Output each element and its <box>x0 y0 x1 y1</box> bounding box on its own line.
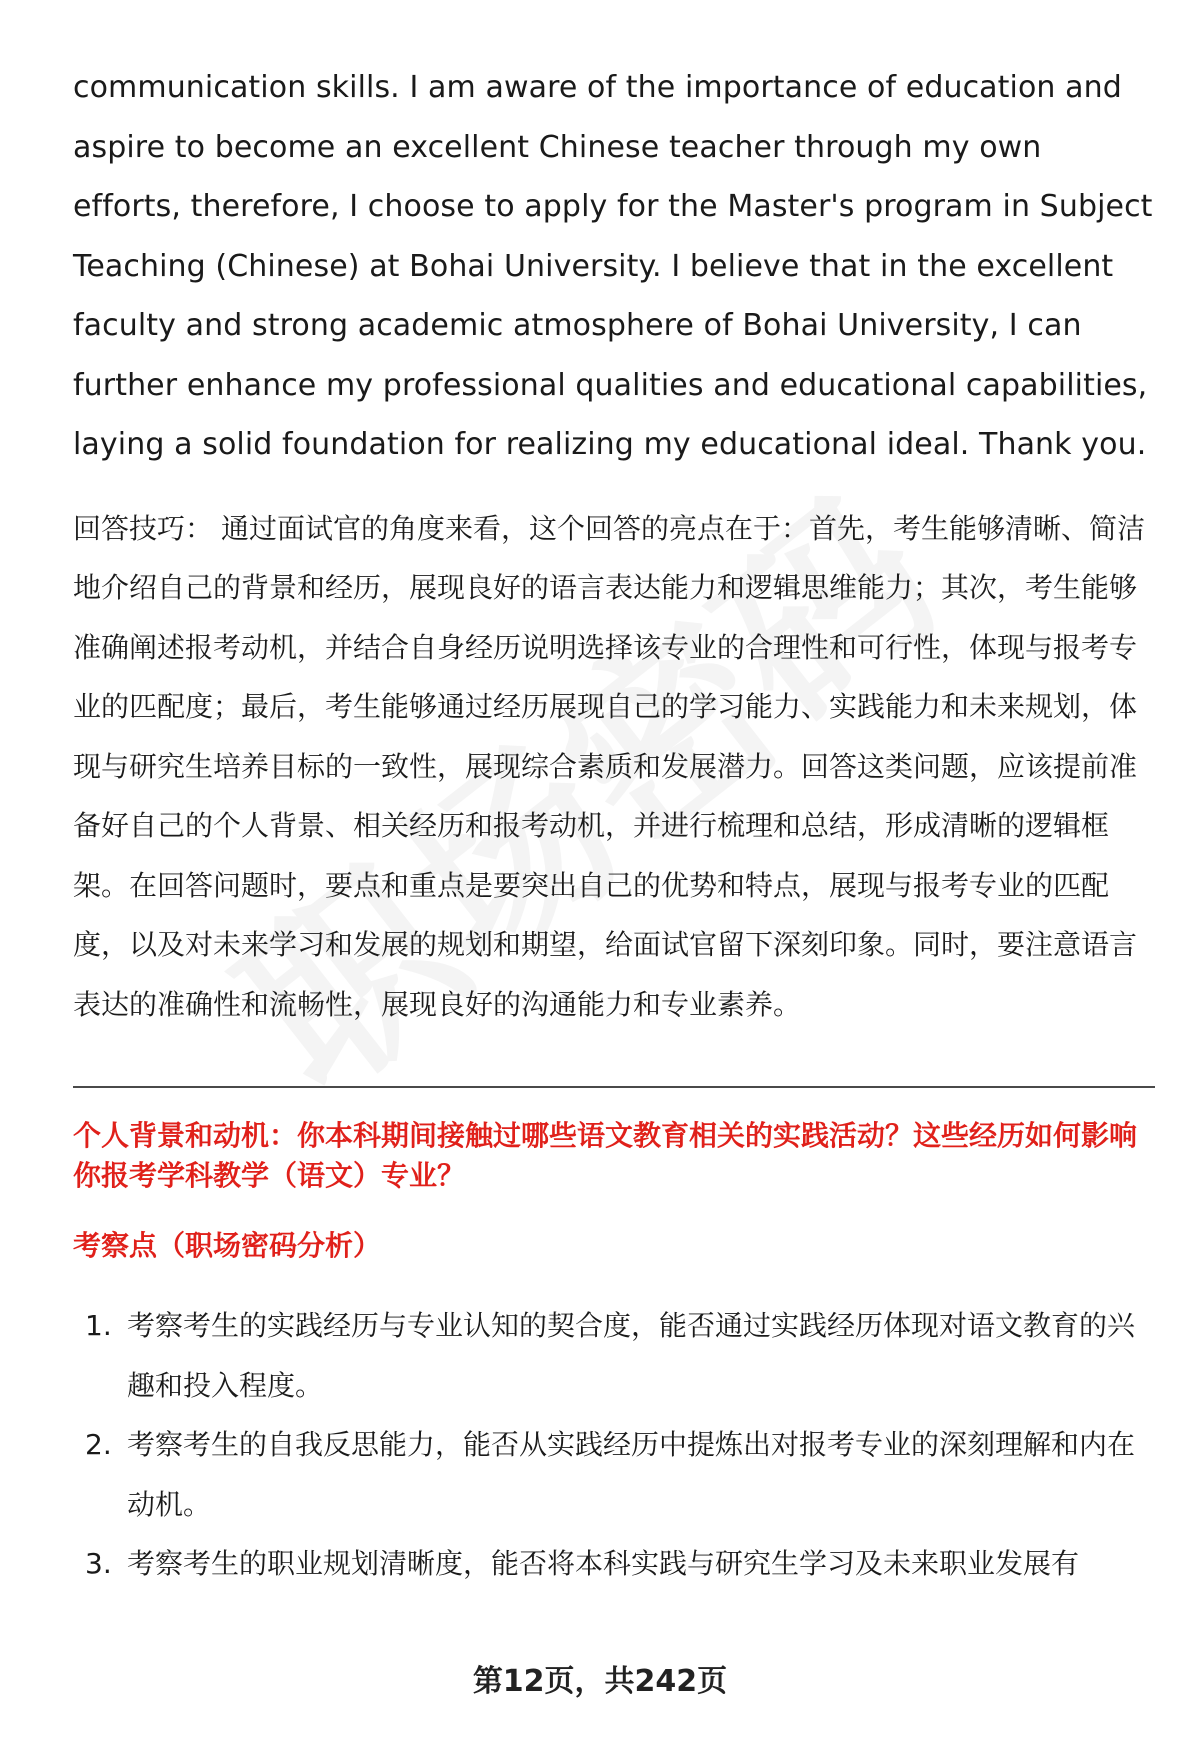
page-content <box>73 58 1155 1594</box>
list-item-text: 考察考生的职业规划清晰度，能否将本科实践与研究生学习及未来职业发展有 <box>127 1547 1080 1580</box>
list-item <box>73 1415 1155 1534</box>
list-item-number: 2. <box>85 1428 112 1461</box>
list-item-text: 考察考生的实践经历与专业认知的契合度，能否通过实践经历体现对语文教育的兴趣和投入程度。 <box>127 1309 1136 1402</box>
answer-tips-paragraph <box>73 499 1155 1035</box>
answer-tips-text: 通过面试官的角度来看，这个回答的亮点在于：首先，考生能够清晰、简洁地介绍自己的背景和经历，展现良好的语言表达能力和逻辑思维能力；其次，考生能够准确阐述报考动机，并结合自身经历说明选择该专业的合理性和可行性，体现与报考专业的匹配度；最后，考生能够通过经历展现自己的学习能力、实践能力和未来规划，体现与研究生培养目标的一致性，展现综合素质和发展潜力。回答这类问题，应该提前准备好自己的个人背景、相关经历和报考动机，并进行梳理和总结，形成清晰的逻辑框架。在回答问题时，要点和重点是要突出自己的优势和特点，展现与报考专业的匹配度，以及对未来学习和发展的规划和期望，给面试官留下深刻印象。同时，要注意语言表达的准确性和流畅性，展现良好的沟通能力和专业素养。 <box>73 511 1146 1021</box>
list-item-text: 考察考生的自我反思能力，能否从实践经历中提炼出对报考专业的深刻理解和内在动机。 <box>127 1428 1136 1521</box>
list-item-number: 3. <box>85 1547 112 1580</box>
list-item <box>73 1296 1155 1415</box>
section-divider <box>73 1086 1155 1088</box>
english-answer-paragraph: communication skills. I am aware of the importance of education and aspire to become an excellent Chinese teacher through my own efforts, therefore, I choose to apply for the Master's program in Subject Teaching (Chinese) at Bohai University. I believe that in the excellent faculty and strong academic atmosphere of Bohai University, I can further enhance my professional qualities and educational capabilities, laying a solid foundation for realizing my educational ideal. Thank you. <box>73 70 1153 462</box>
answer-tips-label: 回答技巧： <box>73 511 214 545</box>
interview-question: 个人背景和动机：你本科期间接触过哪些语文教育相关的实践活动？这些经历如何影响你报考学科教学（语文）专业？ <box>73 1119 1138 1192</box>
list-item-number: 1. <box>85 1309 112 1342</box>
assessment-points-list <box>73 1296 1155 1594</box>
list-item <box>73 1534 1155 1594</box>
page-number-footer: 第12页，共242页 <box>472 1664 728 1699</box>
assessment-points-title: 考察点（职场密码分析） <box>73 1229 382 1262</box>
